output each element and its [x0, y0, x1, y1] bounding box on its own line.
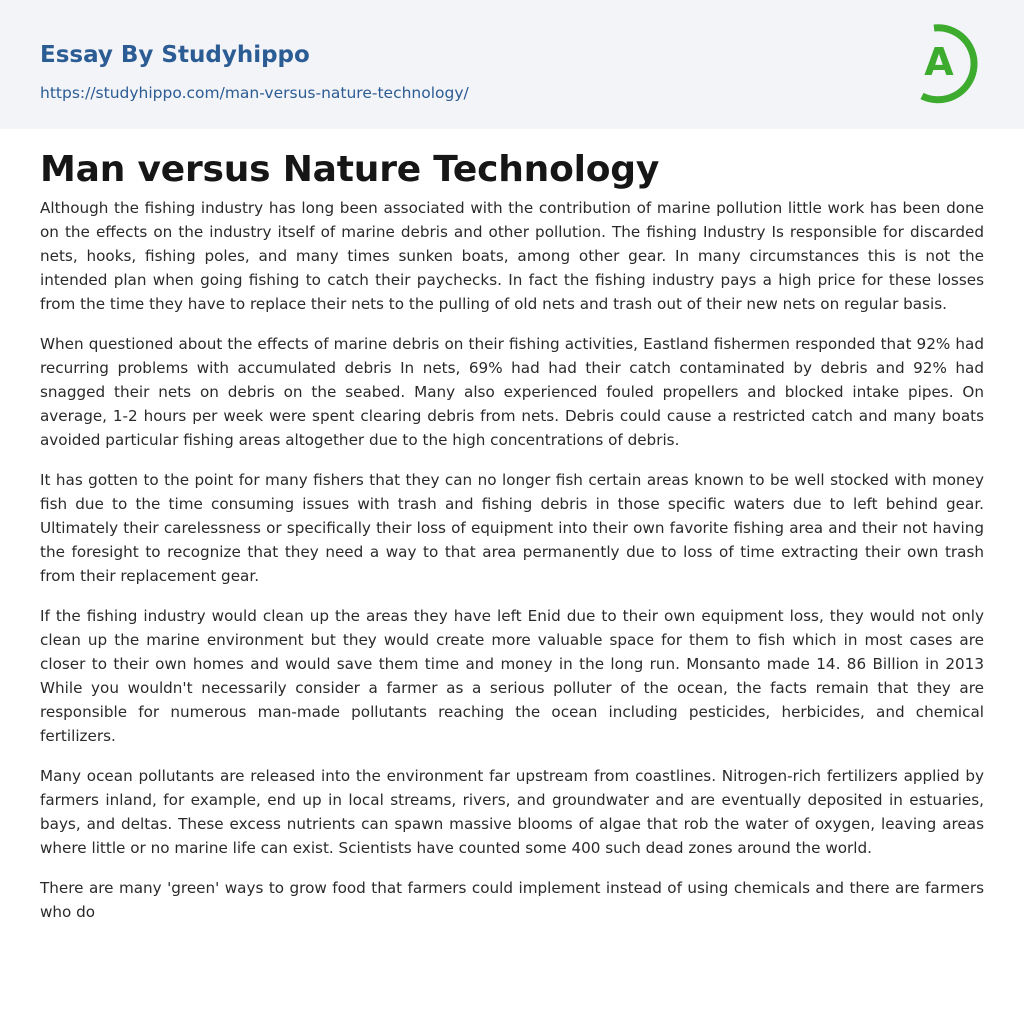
essay-paragraph: There are many 'green' ways to grow food that farmers could implement instead of using chemicals and there are farmers who do: [40, 879, 984, 921]
article: [0, 129, 1024, 924]
studyhippo-logo-icon[interactable]: [896, 18, 988, 106]
site-header: [0, 0, 1024, 129]
essay-paragraph: Many ocean pollutants are released into the environment far upstream from coastlines. Nitrogen-rich fertilizers applied by farmers inland, for example, end up in local streams, rivers, and groundwater and are eventually deposited in estuaries, bays, and deltas. These excess nutrients can spawn massive blooms of algae that rob the water of oxygen, leaving areas where little or no marine life can exist. Scientists have counted some 400 such dead zones around the world.: [40, 767, 984, 857]
brand-title: Essay By Studyhippo: [40, 42, 310, 68]
essay-paragraph: If the fishing industry would clean up the areas they have left Enid due to their own equipment loss, they would not only clean up the marine environment but they would create more valuable space for them to fish which in most cases are closer to their own homes and would save them time and money in the long run. Monsanto made 14. 86 Billion in 2013 While you wouldn't necessarily consider a farmer as a serious polluter of the ocean, the facts remain that they are responsible for numerous man-made pollutants reaching the ocean including pesticides, herbicides, and chemical fertilizers.: [40, 607, 984, 745]
source-url-link[interactable]: https://studyhippo.com/man-versus-nature-technology/: [40, 84, 469, 102]
page-title: Man versus Nature Technology: [40, 149, 660, 190]
logo-letter: A: [924, 40, 954, 84]
essay-paragraph: When questioned about the effects of marine debris on their fishing activities, Eastland fishermen responded that 92% had recurring problems with accumulated debris In nets, 69% had had their catch contaminated by debris and 92% had snagged their nets on debris on the seabed. Many also experienced fouled propellers and blocked intake pipes. On average, 1-2 hours per week were spent clearing debris from nets. Debris could cause a restricted catch and many boats avoided particular fishing areas altogether due to the high concentrations of debris.: [40, 335, 984, 449]
essay-paragraph: It has gotten to the point for many fishers that they can no longer fish certain areas known to be well stocked with money fish due to the time consuming issues with trash and fishing debris in those specific waters due to left behind gear. Ultimately their carelessness or specifically their loss of equipment into their own favorite fishing area and their not having the foresight to recognize that they need a way to that area permanently due to loss of time extracting their own trash from their replacement gear.: [40, 471, 984, 585]
essay-body: [40, 196, 984, 924]
essay-paragraph: Although the fishing industry has long been associated with the contribution of marine pollution little work has been done on the effects on the industry itself of marine debris and other pollution. The fishing Industry Is responsible for discarded nets, hooks, fishing poles, and many times sunken boats, among other gear. In many circumstances this is not the intended plan when going fishing to catch their paychecks. In fact the fishing industry pays a high price for these losses from the time they have to replace their nets to the pulling of old nets and trash out of their new nets on regular basis.: [40, 199, 984, 313]
